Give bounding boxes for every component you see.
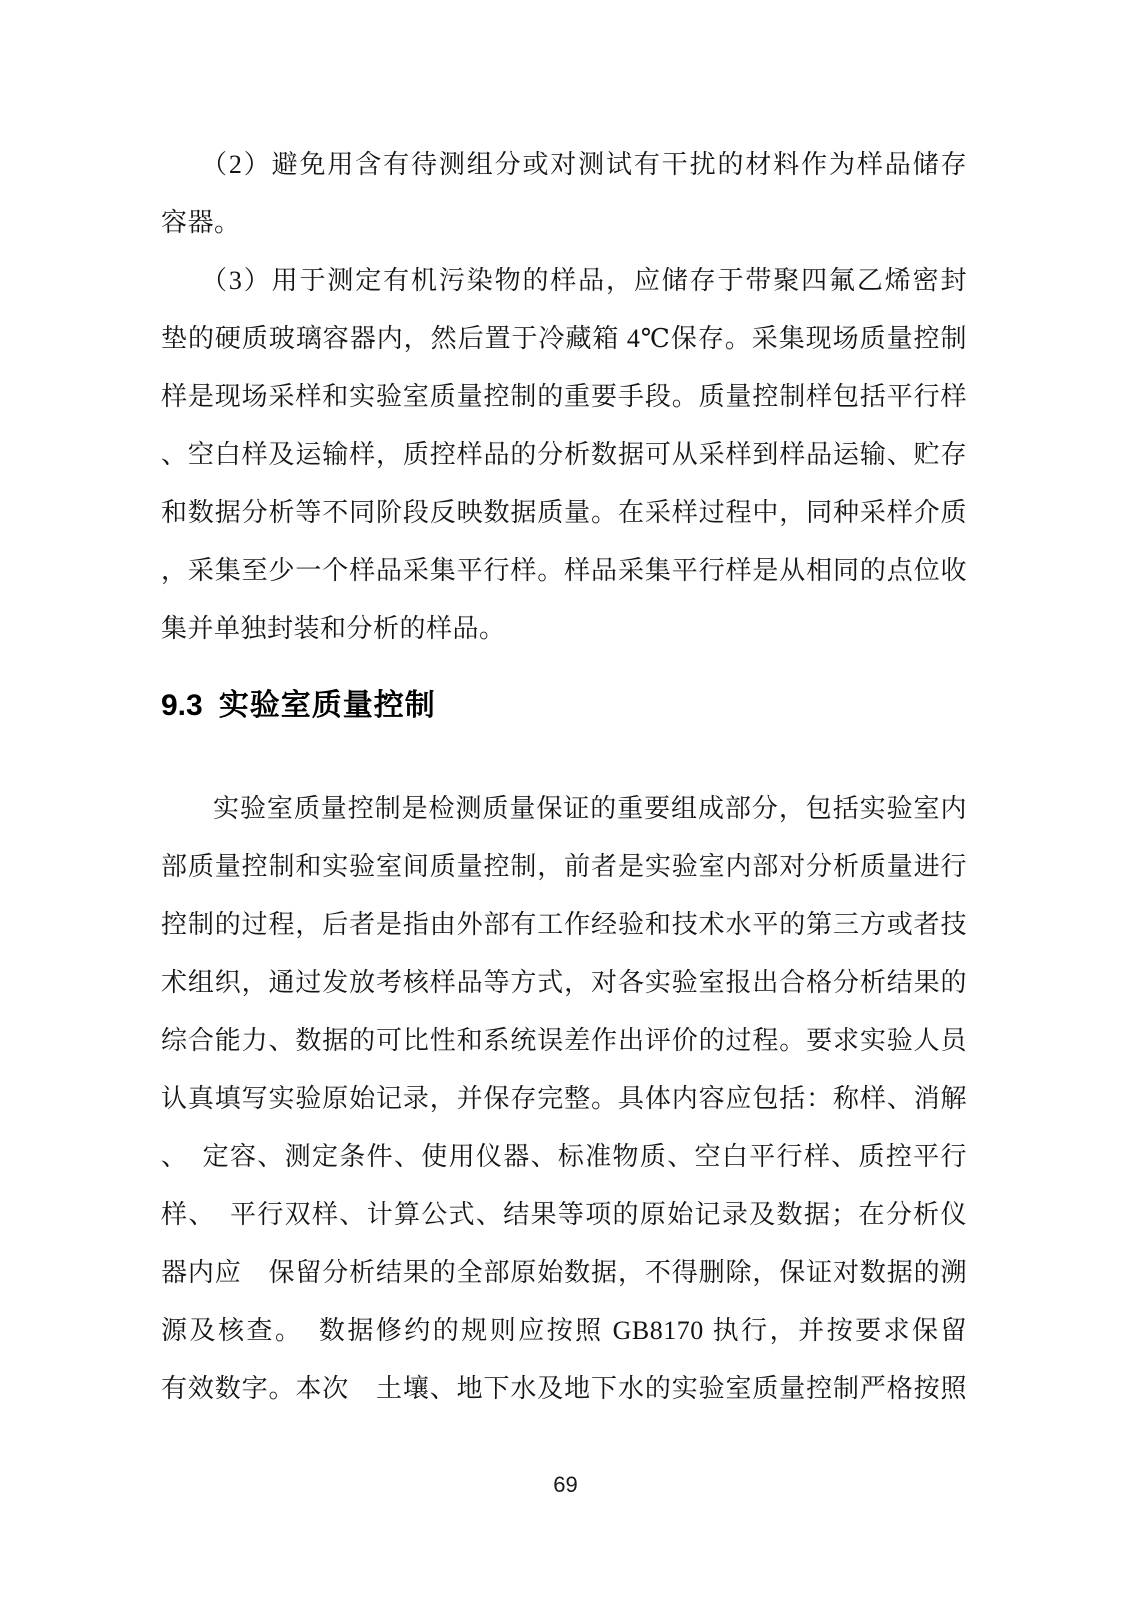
page-number: 69 — [553, 1472, 578, 1497]
text-line: 器内应 保留分析结果的全部原始数据，不得删除，保证对数据的溯 — [161, 1258, 967, 1287]
page-footer — [0, 1472, 1131, 1498]
text-line: 、 定容、测定条件、使用仪器、标准物质、空白平行样、质控平行 — [161, 1142, 967, 1171]
text-line: 综合能力、数据的可比性和系统误差作出评价的过程。要求实验人员 — [161, 1026, 967, 1055]
text-line: 样是现场采样和实验室质量控制的重要手段。质量控制样包括平行样 — [161, 382, 967, 411]
page-content — [161, 136, 967, 1418]
text-line: ，采集至少一个样品采集平行样。样品采集平行样是从相同的点位收 — [161, 556, 967, 585]
section-heading — [161, 680, 967, 732]
text-line: 和数据分析等不同阶段反映数据质量。在采样过程中，同种采样介质 — [161, 498, 967, 527]
text-line: 、空白样及运输样，质控样品的分析数据可从采样到样品运输、贮存 — [161, 440, 967, 469]
text-line: 部质量控制和实验室间质量控制，前者是实验室内部对分析质量进行 — [161, 852, 967, 881]
paragraph-lab-qc — [161, 780, 967, 1418]
text-line: （3）用于测定有机污染物的样品，应储存于带聚四氟乙烯密封 — [201, 266, 967, 295]
text-line: 术组织，通过发放考核样品等方式，对各实验室报出合格分析结果的 — [161, 968, 967, 997]
text-line: 控制的过程，后者是指由外部有工作经验和技术水平的第三方或者技 — [161, 910, 967, 939]
paragraph-item-2 — [161, 136, 967, 252]
text-line: 有效数字。本次 土壤、地下水及地下水的实验室质量控制严格按照 — [161, 1374, 967, 1403]
text-line: （2）避免用含有待测组分或对测试有干扰的材料作为样品储存 — [201, 150, 967, 179]
section-title: 实验室质量控制 — [218, 689, 436, 722]
text-line: 容器。 — [161, 208, 241, 237]
text-line: 垫的硬质玻璃容器内，然后置于冷藏箱 4℃保存。采集现场质量控制 — [161, 324, 967, 353]
text-line: 认真填写实验原始记录，并保存完整。具体内容应包括：称样、消解 — [161, 1084, 967, 1113]
text-line: 集并单独封装和分析的样品。 — [161, 614, 506, 643]
paragraph-item-3 — [161, 252, 967, 658]
section-number: 9.3 — [161, 689, 203, 722]
text-line: 样、 平行双样、计算公式、结果等项的原始记录及数据；在分析仪 — [161, 1200, 967, 1229]
text-line: 源及核查。 数据修约的规则应按照 GB8170 执行，并按要求保留 — [161, 1316, 967, 1345]
text-line: 实验室质量控制是检测质量保证的重要组成部分，包括实验室内 — [213, 794, 967, 823]
